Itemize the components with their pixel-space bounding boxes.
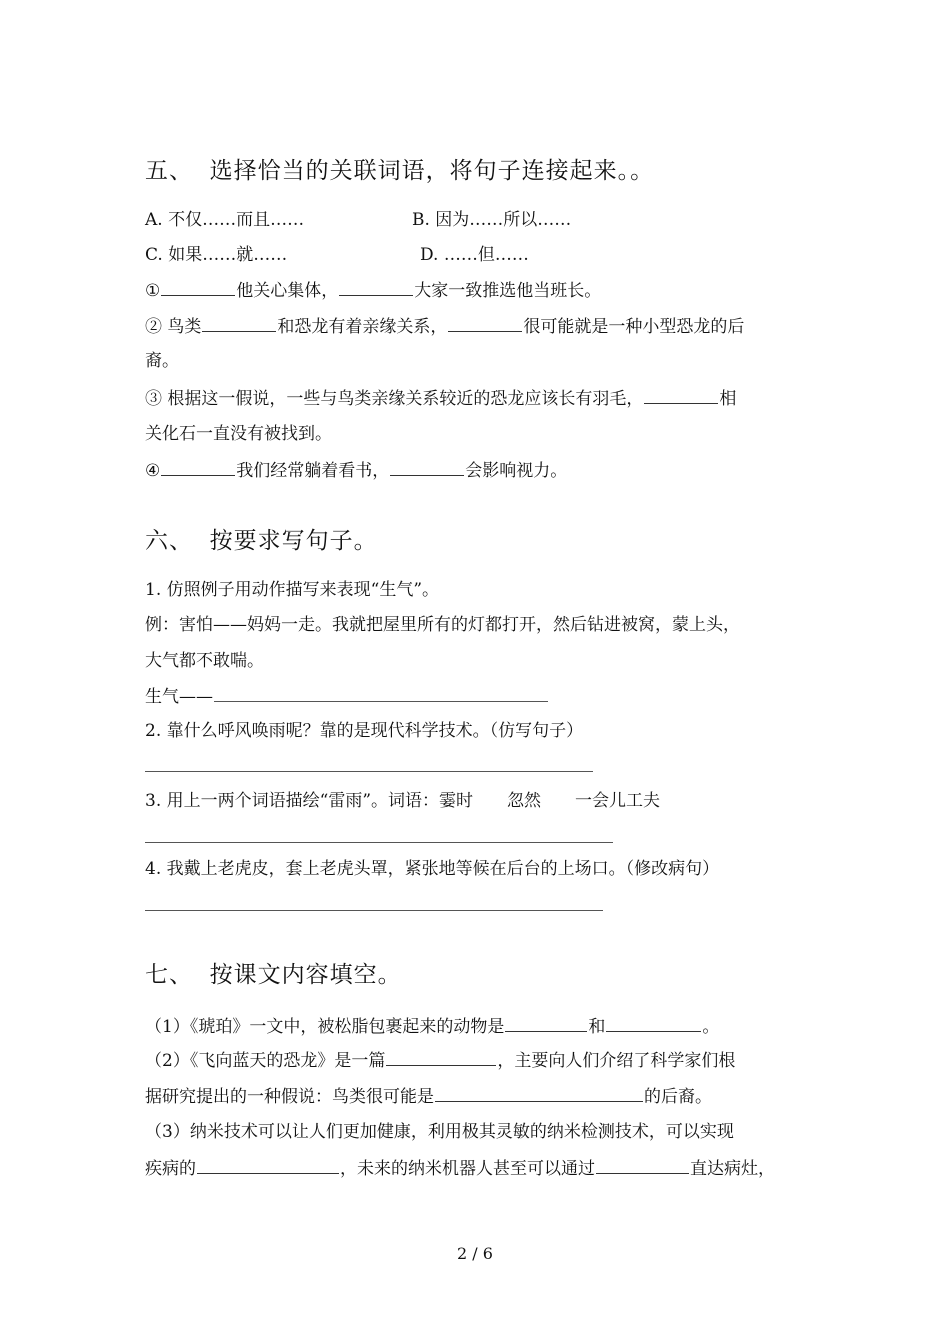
answer-blank[interactable] (644, 386, 718, 404)
task-3-prompt: 3. 用上一两个词语描绘“雷雨”。词语：霎时 忽然 一会儿工夫 (145, 791, 661, 811)
page-number: 2 / 6 (457, 1244, 493, 1263)
question-2: ② 鸟类 和恐龙有着亲缘关系， 很可能就是一种小型恐龙的后 (145, 314, 744, 339)
fill-2-continued: 据研究提出的一种假说：鸟类很可能是 的后裔。 (145, 1084, 712, 1109)
answer-blank[interactable] (448, 314, 522, 332)
fill-1: （1）《琥珀》一文中，被松脂包裹起来的动物是 和 。 (145, 1014, 719, 1039)
section-5-heading: 五、 选择恰当的关联词语，将句子连接起来。。 (145, 158, 655, 184)
question-3: ③ 根据这一假说，一些与鸟类亲缘关系较近的恐龙应该长有羽毛， 相 (145, 386, 736, 411)
question-4: ④ 我们经常躺着看书， 会影响视力。 (145, 458, 567, 483)
answer-line[interactable] (145, 842, 613, 843)
answer-line[interactable] (145, 910, 603, 911)
question-3-continued: 关化石一直没有被找到。 (145, 424, 332, 444)
answer-blank[interactable] (505, 1014, 587, 1032)
task-1-answer: 生气—— (145, 684, 549, 709)
section-7-heading: 七、 按课文内容填空。 (145, 962, 402, 988)
fill-2: （2）《飞向蓝天的恐龙》是一篇 ，主要向人们介绍了科学家们根 (145, 1048, 735, 1073)
answer-line[interactable] (145, 771, 593, 772)
option-d: D. ……但…… (420, 245, 529, 265)
answer-blank[interactable] (435, 1084, 643, 1102)
answer-line[interactable] (214, 684, 548, 702)
task-1-example-continued: 大气都不敢喘。 (145, 651, 264, 671)
answer-blank[interactable] (596, 1156, 689, 1174)
task-1-prompt: 1. 仿照例子用动作描写来表现“生气”。 (145, 580, 440, 600)
answer-blank[interactable] (161, 458, 235, 476)
option-c: C. 如果……就…… (145, 245, 288, 265)
fill-3: （3）纳米技术可以让人们更加健康，利用极其灵敏的纳米检测技术，可以实现 (145, 1122, 734, 1142)
answer-blank[interactable] (339, 278, 413, 296)
answer-blank[interactable] (197, 1156, 339, 1174)
task-2-prompt: 2. 靠什么呼风唤雨呢？靠的是现代科学技术。（仿写句子） (145, 721, 584, 741)
answer-blank[interactable] (161, 278, 235, 296)
option-b: B. 因为……所以…… (412, 210, 572, 230)
task-1-example: 例：害怕——妈妈一走。我就把屋里所有的灯都打开，然后钻进被窝，蒙上头， (145, 615, 740, 635)
answer-blank[interactable] (390, 458, 464, 476)
answer-blank[interactable] (386, 1048, 496, 1066)
answer-blank[interactable] (202, 314, 276, 332)
question-2-continued: 裔。 (145, 351, 179, 371)
question-1: ① 他关心集体， 大家一致推选他当班长。 (145, 278, 601, 303)
task-4-prompt: 4. 我戴上老虎皮，套上老虎头罩，紧张地等候在后台的上场口。（修改病句） (145, 859, 720, 879)
answer-blank[interactable] (606, 1014, 701, 1032)
option-a: A. 不仅……而且…… (145, 210, 305, 230)
section-6-heading: 六、 按要求写句子。 (145, 528, 378, 554)
fill-3-continued: 疾病的 ，未来的纳米机器人甚至可以通过 直达病灶， (145, 1156, 775, 1181)
